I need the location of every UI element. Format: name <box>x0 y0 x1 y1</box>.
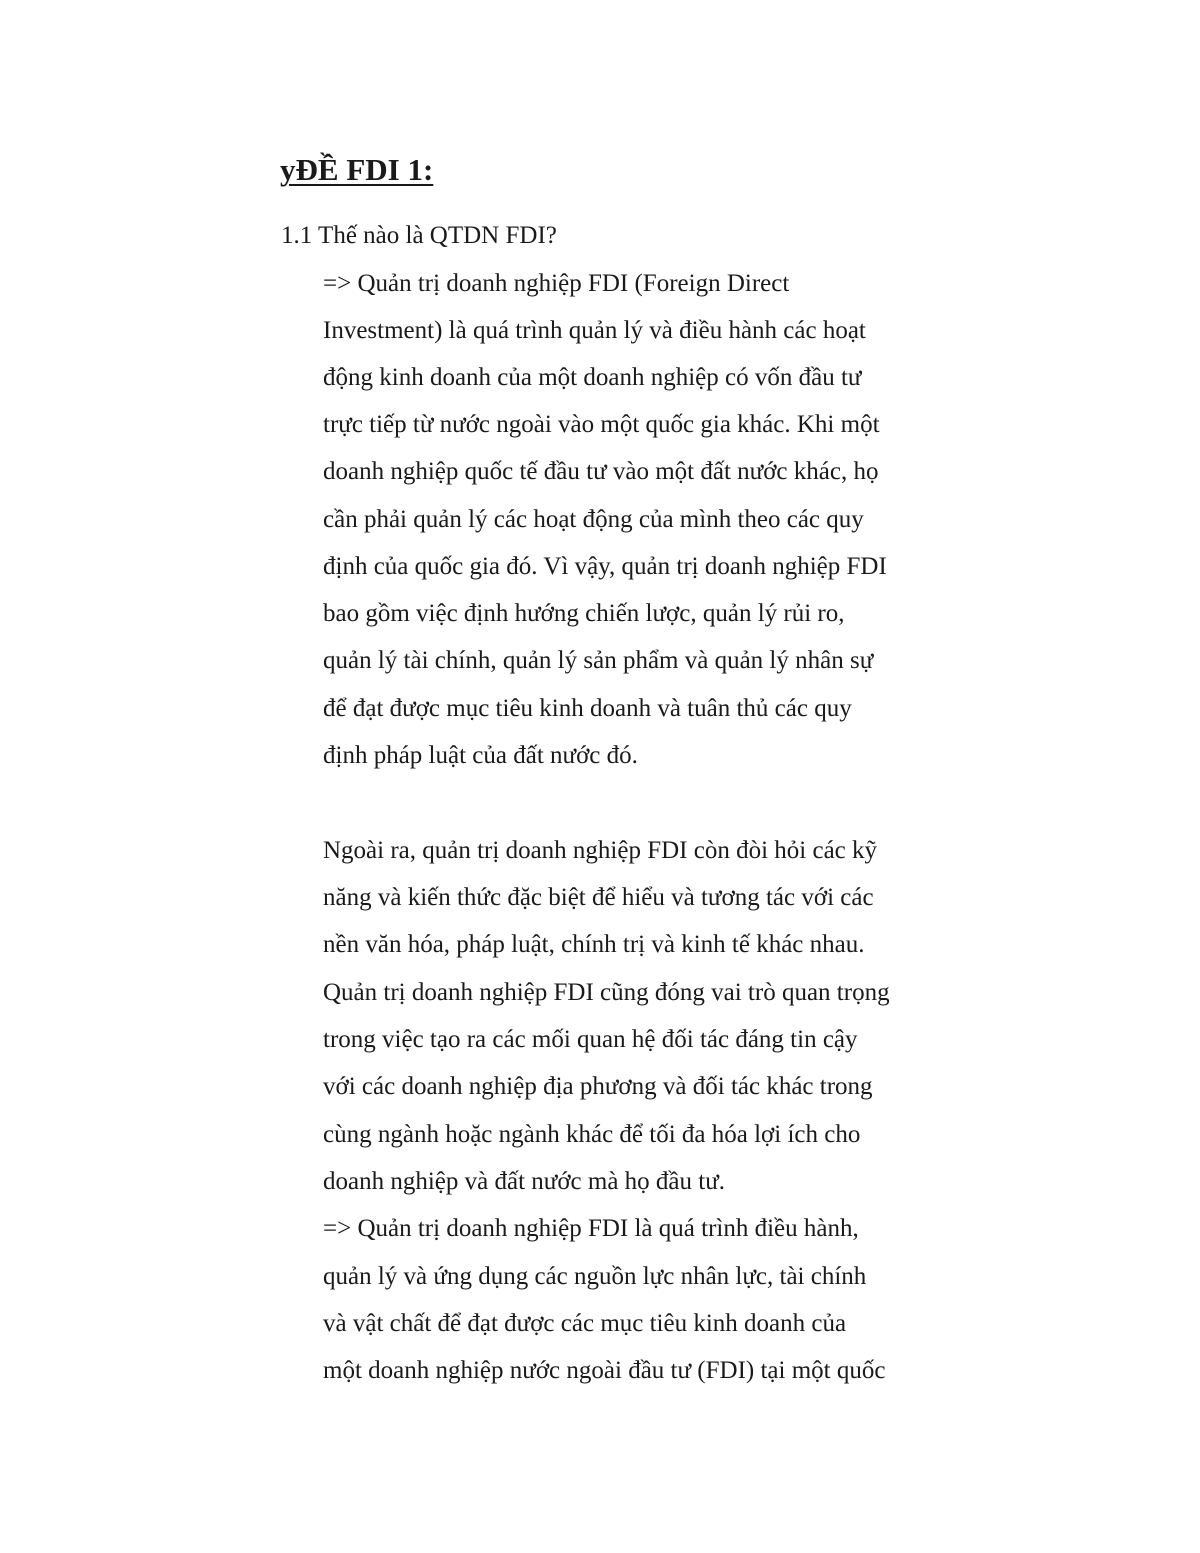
paragraph-line: cần phải quản lý các hoạt động của mình theo các quy <box>323 506 864 533</box>
paragraph-line: trong việc tạo ra các mối quan hệ đối tác đáng tin cậy <box>323 1026 858 1053</box>
paragraph-line: Ngoài ra, quản trị doanh nghiệp FDI còn đòi hỏi các kỹ <box>323 837 878 864</box>
paragraph-line: động kinh doanh của một doanh nghiệp có vốn đầu tư <box>323 364 862 391</box>
question-line: 1.1 Thế nào là QTDN FDI? <box>281 222 557 249</box>
paragraph-line: và vật chất để đạt được các mục tiêu kinh doanh của <box>323 1310 847 1337</box>
paragraph-line: quản lý tài chính, quản lý sản phẩm và quản lý nhân sự <box>323 647 874 674</box>
paragraph-line: doanh nghiệp và đất nước mà họ đầu tư. <box>323 1168 726 1195</box>
paragraph-line: => Quản trị doanh nghiệp FDI là quá trình điều hành, <box>323 1215 859 1242</box>
paragraph-line: doanh nghiệp quốc tế đầu tư vào một đất nước khác, họ <box>323 458 879 485</box>
paragraph-line: với các doanh nghiệp địa phương và đối tác khác trong <box>323 1073 873 1100</box>
paragraph-line: định của quốc gia đó. Vì vậy, quản trị doanh nghiệp FDI <box>323 553 887 580</box>
paragraph-line: Investment) là quá trình quản lý và điều hành các hoạt <box>323 317 866 344</box>
paragraph-line: Quản trị doanh nghiệp FDI cũng đóng vai trò quan trọng <box>323 979 890 1006</box>
document-heading: yĐỀ FDI 1: <box>280 152 434 187</box>
paragraph-line: quản lý và ứng dụng các nguồn lực nhân lực, tài chính <box>323 1263 867 1290</box>
paragraph-line: năng và kiến thức đặc biệt để hiểu và tương tác với các <box>323 884 874 911</box>
paragraph-line: định pháp luật của đất nước đó. <box>323 742 638 769</box>
paragraph-line: => Quản trị doanh nghiệp FDI (Foreign Direct <box>323 270 790 297</box>
paragraph-line: nền văn hóa, pháp luật, chính trị và kinh tế khác nhau. <box>323 931 865 958</box>
paragraph-line: cùng ngành hoặc ngành khác để tối đa hóa lợi ích cho <box>323 1121 861 1148</box>
paragraph-line: để đạt được mục tiêu kinh doanh và tuân thủ các quy <box>323 695 852 722</box>
paragraph-line: trực tiếp từ nước ngoài vào một quốc gia khác. Khi một <box>323 411 880 438</box>
paragraph-line: một doanh nghiệp nước ngoài đầu tư (FDI) tại một quốc <box>323 1357 886 1384</box>
paragraph-line: bao gồm việc định hướng chiến lược, quản lý rủi ro, <box>323 600 845 627</box>
